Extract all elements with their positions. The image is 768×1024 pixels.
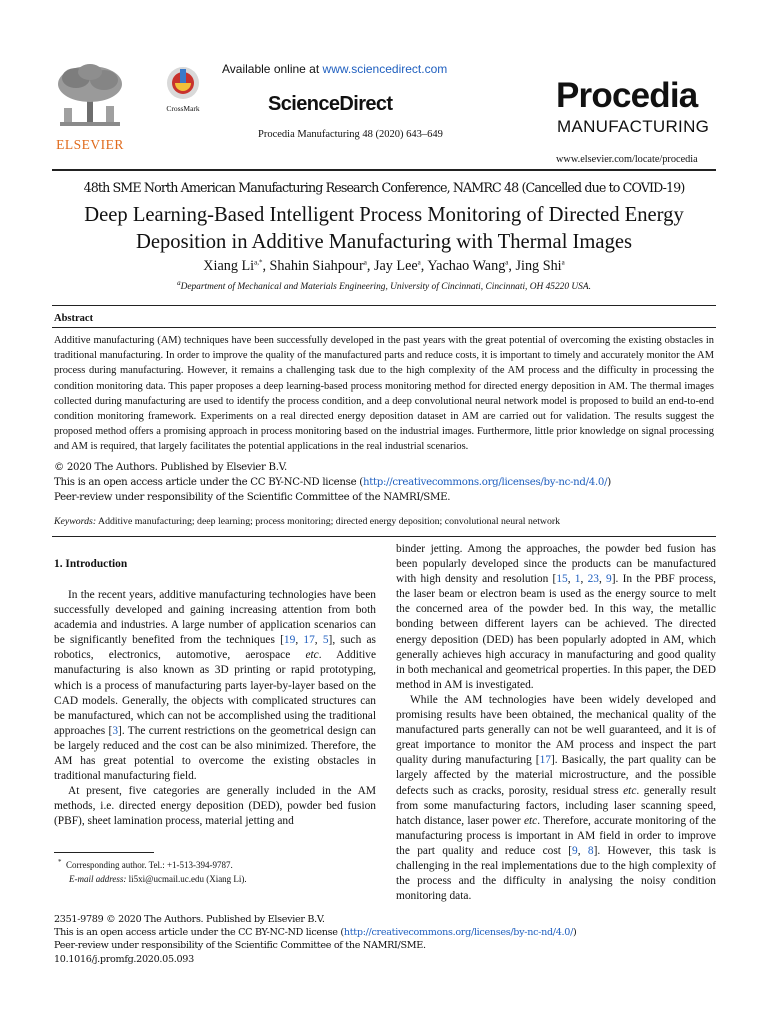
title-rule [52, 305, 716, 306]
doi-line[interactable]: 10.1016/j.promfg.2020.05.093 [54, 953, 194, 965]
available-online-label: Available online at [222, 62, 323, 76]
footnote-rule [54, 852, 154, 853]
corresponding-author: * Corresponding author. Tel.: +1-513-394-9787. [58, 858, 233, 870]
copyright-line: © 2020 The Authors. Published by Elsevier B.V. [54, 462, 287, 473]
issn-line: 2351-9789 © 2020 The Authors. Published by Elsevier B.V. [54, 914, 325, 925]
bottom-block [54, 913, 714, 966]
ref-5[interactable]: 5 [322, 634, 329, 647]
keywords-label: Keywords: [54, 516, 97, 527]
abstract-bottom-rule [52, 536, 716, 537]
intro-paragraph-2: At present, five categories are generally included in the AM methods, i.e. directed energy deposition (DED), powder bed fusion (PBF), sheet lamination process, material jetting and [54, 785, 376, 828]
bottom-peer-review: Peer-review under responsibility of the Scientific Committee of the NAMRI/SME. [54, 940, 426, 952]
affiliation: $^a$Department of Mechanical and Materials Engineering, University of Cincinnati, Cincinnati, OH 45220 USA. [177, 278, 591, 292]
ref-3[interactable]: 3 [112, 724, 119, 737]
ref-9-right[interactable]: 9 [572, 844, 578, 857]
procedia-wordmark[interactable]: Procedia [556, 76, 698, 115]
paper-title [0, 202, 768, 256]
email-address[interactable]: li5xi@ucmail.uc.edu (Xiang Li). [128, 874, 247, 884]
right-column [396, 542, 716, 904]
elsevier-wordmark: ELSEVIER [56, 137, 124, 152]
email-line: E-mail address: li5xi@ucmail.uc.edu (Xiang Li). [69, 874, 247, 884]
right-paragraph-1: binder jetting. Among the approaches, the powder bed fusion has been popularly developed since the products can be manufactured with high density and resolution [15, 1, 23, 9]. In the PBF process, the laser beam or electron beam is used as the energy source to melt the concerned area of the powder bed. In this way, the metallic bonding between different layers can be achieved. The directed energy deposition (DED) has been popularly adopted in AM, which generally achieves high accuracy in manufacturing and good quality in both mechanical and geometrical properties. In this paper, the DED method in AM is investigated. [396, 543, 716, 691]
ref-17[interactable]: 17 [303, 634, 315, 647]
elsevier-logo[interactable] [50, 62, 130, 150]
ref-23[interactable]: 23 [587, 573, 599, 586]
title-line-2: Deposition in Additive Manufacturing with Thermal Images [135, 231, 633, 253]
journal-url[interactable]: www.elsevier.com/locate/procedia [556, 154, 698, 165]
license-link[interactable]: http://creativecommons.org/licenses/by-nc-nd/4.0/ [362, 476, 608, 488]
intro-paragraph-1: In the recent years, additive manufacturing technologies have been successfully developed and gaining increasing attention from both academia and industries. A large number of application scenarios can be significantly benefited from the techniques [19, 17, 5], such as robotics, electronics, automotive, aerospace etc. Additive manufacturing is also known as 3D printing or rapid prototyping, which is a process of manufacturing parts layer-by-layer based on the CAD models. Generally, the objects with complicated structures can be manufactured, which can not be accomplished using the traditional approaches [3]. The current restrictions on the geometrical design can be largely reduced and the cost can be also minimized. Therefore, the AM has great potential to overcome the existing obstacles in traditional manufacturing field. [54, 589, 377, 783]
manufacturing-wordmark: MANUFACTURING [557, 117, 710, 136]
authors: Xiang $Li^{a,*}$, Shahin Siahpour$^a$, Jay Lee$^a$, Yachao Wang$^a$, Jing Shi$^a$ [203, 258, 565, 274]
sciencedirect-wordmark[interactable]: ScienceDirect [268, 93, 393, 115]
ref-15[interactable]: 15 [556, 573, 568, 586]
license-line: This is an open access article under the CC BY-NC-ND license (http://creativecommons.org/licenses/by-nc-nd/4.0/) [54, 476, 611, 488]
bottom-license-line: This is an open access article under the CC BY-NC-ND license (http://creativecommons.org/licenses/by-nc-nd/4.0/) [54, 927, 577, 939]
abstract-rule [52, 327, 716, 328]
author-4[interactable]: Yachao Wang$^a$ [427, 258, 509, 274]
ref-9[interactable]: 9 [606, 573, 612, 586]
header-rule [52, 169, 716, 171]
ref-17-right[interactable]: 17 [539, 754, 551, 767]
ref-19[interactable]: 19 [283, 634, 296, 647]
abstract-heading: Abstract [54, 313, 94, 324]
abstract-text: Additive manufacturing (AM) techniques have been successfully developed in the past years with the great potential of overcoming the existing obstacles in traditional manufacturing. In order to improve the quality of the manufactured parts and reduce costs, it is important to timely and accurately monitor the AM process during manufacturing. However, it remains a challenging task due to the high complexity of the AM process and the difficulty in processing the condition monitoring data. This paper proposes a deep learning-based process monitoring method for directed energy deposition in AM. The thermal images collected during manufacturing are used to identify the process condition, and a deep convolutional neural network model is proposed to build an end-to-end condition monitoring framework. Experiments on a real directed energy deposition dataset in AM are carried out for validation. The results suggest the proposed method offers a promising approach in process monitoring based on the industrial images. Furthermore, little prior knowledge on signal processing and AM is required, that largely facilitates the potential applications in the real industrial scenarios. [54, 335, 714, 453]
section-heading-introduction: 1. Introduction [54, 558, 128, 570]
ref-8[interactable]: 8 [587, 844, 594, 857]
copyright-block [54, 461, 714, 505]
author-1[interactable]: Xiang $Li^{a,*}$ [203, 258, 263, 274]
crossmark-label: CrossMark [166, 104, 200, 113]
title-line-1: Deep Learning-Based Intelligent Process Monitoring of Directed Energy [84, 204, 684, 226]
journal-citation: Procedia Manufacturing 48 (2020) 643–649 [258, 129, 443, 140]
crossmark-icon [166, 66, 200, 100]
left-column [54, 588, 376, 830]
author-5[interactable]: Jing Shi$^a$ [515, 258, 565, 274]
sciencedirect-link[interactable]: www.sciencedirect.com [322, 62, 448, 76]
right-paragraph-2: While the AM technologies have been widely developed and promising results have been obtained, the mechanical quality of the manufactured parts generally can not be well guaranteed, and it is of great importance to monitor the AM process and inspect the part quality during manufacturing [17]. Basically, the part quality can be largely affected by the material microstructure, and the possible defects such as cracks, porosity, residual stress etc. generally result from some manufacturing factors, including laser scanning speed, hatch distance, laser power etc. Therefore, accurate monitoring of the manufacturing process is important in AM field in order to improve the part quality and reduce cost [9, 8]. However, this task is challenging in the real implementations due to the high complexity of the process and the difficulty in analysing the noisy condition monitoring data. [396, 693, 716, 903]
crossmark-logo[interactable] [160, 66, 206, 118]
footnote [58, 858, 247, 886]
available-online [222, 62, 447, 76]
keywords-text: Additive manufacturing; deep learning; process monitoring; directed energy deposition; convolutional neural network [98, 516, 561, 527]
peer-review-line: Peer-review under responsibility of the Scientific Committee of the NAMRI/SME. [54, 491, 451, 503]
author-3[interactable]: Jay Lee$^a$ [373, 258, 421, 274]
author-2[interactable]: Shahin Siahpour$^a$ [269, 258, 367, 274]
elsevier-tree-icon [50, 62, 130, 132]
ref-1[interactable]: 1 [574, 573, 581, 586]
bottom-license-link[interactable]: http://creativecommons.org/licenses/by-nc-nd/4.0/ [343, 927, 574, 939]
conference-line: 48th SME North American Manufacturing Research Conference, NAMRC 48 (Cancelled due to COVID-19) [83, 180, 685, 195]
keywords [54, 516, 714, 527]
